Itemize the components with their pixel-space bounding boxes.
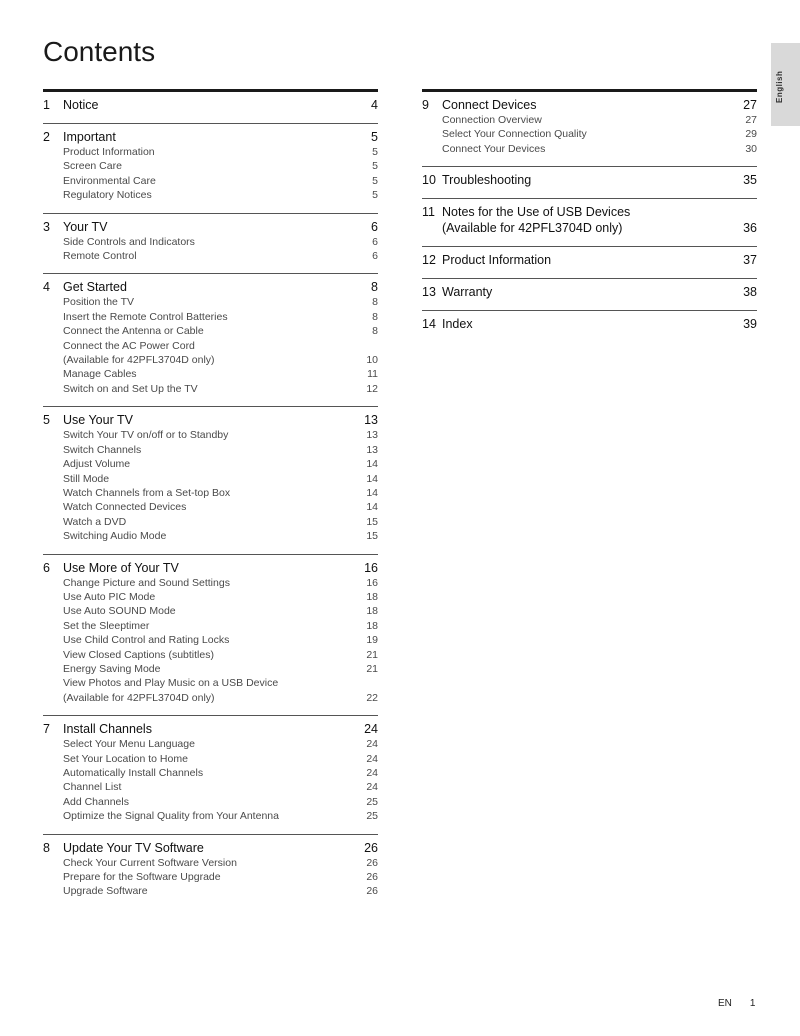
toc-section-8 xyxy=(43,835,378,909)
entry-label: Side Controls and Indicators xyxy=(63,235,195,248)
page-number: 13 xyxy=(366,443,378,456)
page-number: 24 xyxy=(364,722,378,737)
section-number: 8 xyxy=(43,840,50,855)
page-number: 5 xyxy=(372,146,378,158)
toc-sub-entry[interactable] xyxy=(43,809,378,823)
toc-sub-entry[interactable] xyxy=(43,353,378,367)
toc-sub-entry[interactable] xyxy=(43,295,378,309)
entry-label: Channel List xyxy=(63,781,122,794)
entry-label: Connect Your Devices xyxy=(442,142,546,155)
section-title: Get Started xyxy=(63,280,127,295)
toc-chapter-entry[interactable] xyxy=(43,279,378,295)
page-number: 24 xyxy=(366,767,378,779)
toc-sub-entry[interactable] xyxy=(43,529,378,543)
entry-label: Switch Your TV on/off or to Standby xyxy=(63,429,229,442)
toc-sub-entry[interactable] xyxy=(43,604,378,618)
section-title: Your TV xyxy=(63,219,108,234)
section-title: Warranty xyxy=(442,285,493,300)
page-number: 30 xyxy=(745,142,757,155)
toc-chapter-entry[interactable] xyxy=(422,284,757,300)
entry-label: Select Your Connection Quality xyxy=(442,128,587,141)
toc-section-1 xyxy=(43,92,378,124)
toc-sub-entry[interactable] xyxy=(43,633,378,647)
entry-label: Adjust Volume xyxy=(63,458,131,471)
toc-section-9 xyxy=(422,92,757,167)
page-number: 24 xyxy=(366,752,378,765)
page-number: 24 xyxy=(366,738,378,751)
page-number: 26 xyxy=(366,871,378,884)
toc-chapter-entry[interactable] xyxy=(422,172,757,188)
page-number: 6 xyxy=(372,250,378,263)
toc-sub-entry[interactable] xyxy=(43,428,378,442)
entry-label: Upgrade Software xyxy=(63,885,148,898)
page-number: 21 xyxy=(366,648,378,661)
section-number: 5 xyxy=(43,413,50,428)
toc-sub-entry[interactable] xyxy=(43,752,378,766)
toc-sub-entry[interactable] xyxy=(43,249,378,263)
toc-sub-entry[interactable] xyxy=(43,737,378,751)
page-number: 36 xyxy=(743,221,757,236)
entry-label: Manage Cables xyxy=(63,368,137,381)
toc-left-column xyxy=(43,89,378,909)
toc-chapter-entry[interactable] xyxy=(43,560,378,576)
page-number: 16 xyxy=(366,576,378,589)
toc-sub-entry[interactable] xyxy=(43,662,378,676)
toc-section-12 xyxy=(422,247,757,279)
page-number: 12 xyxy=(366,382,378,395)
entry-label: Use Auto PIC Mode xyxy=(63,590,156,603)
toc-sub-entry[interactable] xyxy=(43,443,378,457)
page-number: 26 xyxy=(366,856,378,869)
entry-label: Set Your Location to Home xyxy=(63,752,188,765)
page-number: 14 xyxy=(366,472,378,485)
entry-label: Use Child Control and Rating Locks xyxy=(63,634,230,647)
toc-sub-entry[interactable] xyxy=(43,486,378,500)
entry-label: Insert the Remote Control Batteries xyxy=(63,310,228,323)
page-number: 27 xyxy=(743,98,757,112)
entry-label: Check Your Current Software Version xyxy=(63,856,237,869)
entry-label: Switch on and Set Up the TV xyxy=(63,382,198,395)
section-title: Use More of Your TV xyxy=(63,560,179,575)
section-title: Notes for the Use of USB Devices xyxy=(442,205,631,220)
page-number: 18 xyxy=(366,605,378,618)
page-number: 24 xyxy=(366,781,378,794)
entry-label: View Photos and Play Music on a USB Device xyxy=(63,677,279,690)
page-number: 10 xyxy=(366,354,378,367)
toc-section-13 xyxy=(422,279,757,311)
entry-label: Change Picture and Sound Settings xyxy=(63,576,230,589)
page-number: 8 xyxy=(371,280,378,295)
entry-label: Optimize the Signal Quality from Your Antenna xyxy=(63,810,279,823)
toc-chapter-entry-continued[interactable] xyxy=(422,220,757,236)
entry-label: Environmental Care xyxy=(63,174,156,187)
toc-sub-entry[interactable] xyxy=(422,142,757,156)
toc-sub-entry[interactable] xyxy=(422,127,757,141)
section-number: 3 xyxy=(43,219,50,234)
toc-sub-entry[interactable] xyxy=(43,500,378,514)
language-tab xyxy=(771,43,800,126)
section-number: 13 xyxy=(422,285,436,300)
toc-sub-entry[interactable] xyxy=(43,766,378,780)
toc-chapter-entry[interactable] xyxy=(422,252,757,268)
entry-label: Set the Sleeptimer xyxy=(63,619,150,632)
toc-sub-entry[interactable] xyxy=(43,884,378,898)
page-number: 6 xyxy=(371,219,378,234)
section-number: 1 xyxy=(43,98,50,112)
page-number: 18 xyxy=(366,619,378,632)
section-title: Index xyxy=(442,317,473,332)
toc-sub-entry[interactable] xyxy=(43,590,378,604)
page-number: 15 xyxy=(366,515,378,528)
section-title: Update Your TV Software xyxy=(63,840,204,855)
toc-sub-entry[interactable] xyxy=(43,795,378,809)
toc-sub-entry[interactable] xyxy=(43,339,378,353)
section-number: 9 xyxy=(422,98,429,112)
toc-chapter-entry[interactable] xyxy=(422,97,757,113)
toc-chapter-entry[interactable] xyxy=(43,129,378,145)
page-number: 39 xyxy=(743,317,757,332)
page-number: 22 xyxy=(366,691,378,704)
toc-section-3 xyxy=(43,214,378,275)
page-number: 15 xyxy=(366,530,378,543)
page-number: 19 xyxy=(366,634,378,647)
toc-section-11 xyxy=(422,199,757,247)
entry-label: Product Information xyxy=(63,146,155,158)
page-number: 29 xyxy=(745,128,757,141)
toc-sub-entry[interactable] xyxy=(43,648,378,662)
entry-label: Switch Channels xyxy=(63,443,142,456)
page-number: 13 xyxy=(364,413,378,428)
section-title: (Available for 42PFL3704D only) xyxy=(442,221,623,236)
page-number: 5 xyxy=(372,174,378,187)
page-number: 21 xyxy=(366,662,378,675)
toc-sub-entry[interactable] xyxy=(43,310,378,324)
section-title: Install Channels xyxy=(63,722,152,737)
footer-language: EN xyxy=(718,998,732,1009)
entry-label: (Available for 42PFL3704D only) xyxy=(63,691,215,704)
toc-sub-entry[interactable] xyxy=(43,576,378,590)
page-number: 6 xyxy=(372,235,378,248)
entry-label: Watch a DVD xyxy=(63,515,127,528)
toc-sub-entry[interactable] xyxy=(43,382,378,396)
entry-label: Still Mode xyxy=(63,472,110,485)
toc-section-7 xyxy=(43,716,378,834)
page-number: 16 xyxy=(364,560,378,575)
toc-sub-entry[interactable] xyxy=(43,676,378,690)
section-number: 11 xyxy=(422,205,435,220)
page-number: 11 xyxy=(367,368,378,381)
toc-chapter-entry[interactable] xyxy=(422,316,757,332)
section-number: 10 xyxy=(422,173,436,188)
toc-section-2 xyxy=(43,124,378,214)
entry-label: Watch Channels from a Set-top Box xyxy=(63,486,231,499)
toc-chapter-entry[interactable] xyxy=(43,219,378,235)
toc-sub-entry[interactable] xyxy=(43,856,378,870)
toc-sub-entry[interactable] xyxy=(43,159,378,173)
toc-sub-entry[interactable] xyxy=(43,235,378,249)
toc-sub-entry[interactable] xyxy=(43,472,378,486)
section-number: 6 xyxy=(43,560,50,575)
page-number: 18 xyxy=(366,590,378,603)
toc-section-14 xyxy=(422,311,757,342)
section-number: 7 xyxy=(43,722,50,737)
toc-chapter-entry[interactable] xyxy=(43,840,378,856)
page-number: 35 xyxy=(743,173,757,188)
page-footer xyxy=(718,998,755,1009)
page-number: 14 xyxy=(366,458,378,471)
entry-label: Connection Overview xyxy=(442,114,542,126)
toc-sub-entry[interactable] xyxy=(43,619,378,633)
entry-label: Watch Connected Devices xyxy=(63,501,187,514)
entry-label: Add Channels xyxy=(63,795,129,808)
entry-label: Prepare for the Software Upgrade xyxy=(63,871,221,884)
page-number: 13 xyxy=(366,429,378,442)
toc-section-10 xyxy=(422,167,757,199)
entry-label: Use Auto SOUND Mode xyxy=(63,605,176,618)
section-title: Connect Devices xyxy=(442,98,537,112)
toc-section-4 xyxy=(43,274,378,407)
toc-chapter-entry[interactable] xyxy=(43,97,378,113)
section-title: Product Information xyxy=(442,253,552,268)
toc-sub-entry[interactable] xyxy=(43,324,378,338)
toc-sub-entry[interactable] xyxy=(43,457,378,471)
toc-section-5 xyxy=(43,407,378,554)
page-number: 8 xyxy=(372,310,378,323)
entry-label: View Closed Captions (subtitles) xyxy=(63,648,214,661)
section-title: Notice xyxy=(63,98,99,112)
toc-sub-entry[interactable] xyxy=(43,870,378,884)
toc-sub-entry[interactable] xyxy=(422,113,757,127)
entry-label: Screen Care xyxy=(63,160,122,173)
page-number: 4 xyxy=(371,98,378,112)
entry-label: (Available for 42PFL3704D only) xyxy=(63,354,215,367)
entry-label: Connect the Antenna or Cable xyxy=(63,325,204,338)
entry-label: Regulatory Notices xyxy=(63,189,152,202)
section-title: Use Your TV xyxy=(63,413,133,428)
page-title: Contents xyxy=(43,36,156,67)
page-number: 26 xyxy=(364,840,378,855)
toc-sub-entry[interactable] xyxy=(43,174,378,188)
page-number: 26 xyxy=(366,885,378,898)
entry-label: Switching Audio Mode xyxy=(63,530,167,543)
section-number: 14 xyxy=(422,317,436,332)
section-number: 2 xyxy=(43,130,50,144)
entry-label: Energy Saving Mode xyxy=(63,662,161,675)
toc-sub-entry[interactable] xyxy=(43,691,378,705)
page-number: 37 xyxy=(743,253,757,268)
entry-label: Remote Control xyxy=(63,250,137,263)
toc-sub-entry[interactable] xyxy=(43,515,378,529)
toc-chapter-entry[interactable] xyxy=(422,204,757,220)
page-number: 14 xyxy=(366,486,378,499)
entry-label: Connect the AC Power Cord xyxy=(63,339,195,352)
entry-label: Automatically Install Channels xyxy=(63,767,204,779)
language-tab-label: English xyxy=(775,70,784,103)
toc-sub-entry[interactable] xyxy=(43,780,378,794)
entry-label: Select Your Menu Language xyxy=(63,738,195,751)
section-number: 4 xyxy=(43,280,50,295)
section-number: 12 xyxy=(422,253,436,268)
toc-sub-entry[interactable] xyxy=(43,188,378,202)
page-number: 5 xyxy=(372,189,378,202)
toc-chapter-entry[interactable] xyxy=(43,412,378,428)
page-number: 8 xyxy=(372,325,378,338)
page-number: 5 xyxy=(371,130,378,144)
page-number: 27 xyxy=(745,114,757,126)
footer-page-number: 1 xyxy=(749,998,756,1009)
section-title: Important xyxy=(63,130,116,144)
page-number: 14 xyxy=(366,501,378,514)
toc-sub-entry[interactable] xyxy=(43,367,378,381)
entry-label: Position the TV xyxy=(63,296,135,309)
page-number: 8 xyxy=(372,296,378,309)
toc-section-6 xyxy=(43,555,378,717)
page-number: 38 xyxy=(743,285,757,300)
page-number: 5 xyxy=(372,160,378,173)
toc-right-column xyxy=(422,89,757,342)
toc-sub-entry[interactable] xyxy=(43,145,378,159)
section-title: Troubleshooting xyxy=(442,173,532,188)
page-number: 25 xyxy=(366,795,378,808)
page-number: 25 xyxy=(366,810,378,823)
toc-chapter-entry[interactable] xyxy=(43,721,378,737)
